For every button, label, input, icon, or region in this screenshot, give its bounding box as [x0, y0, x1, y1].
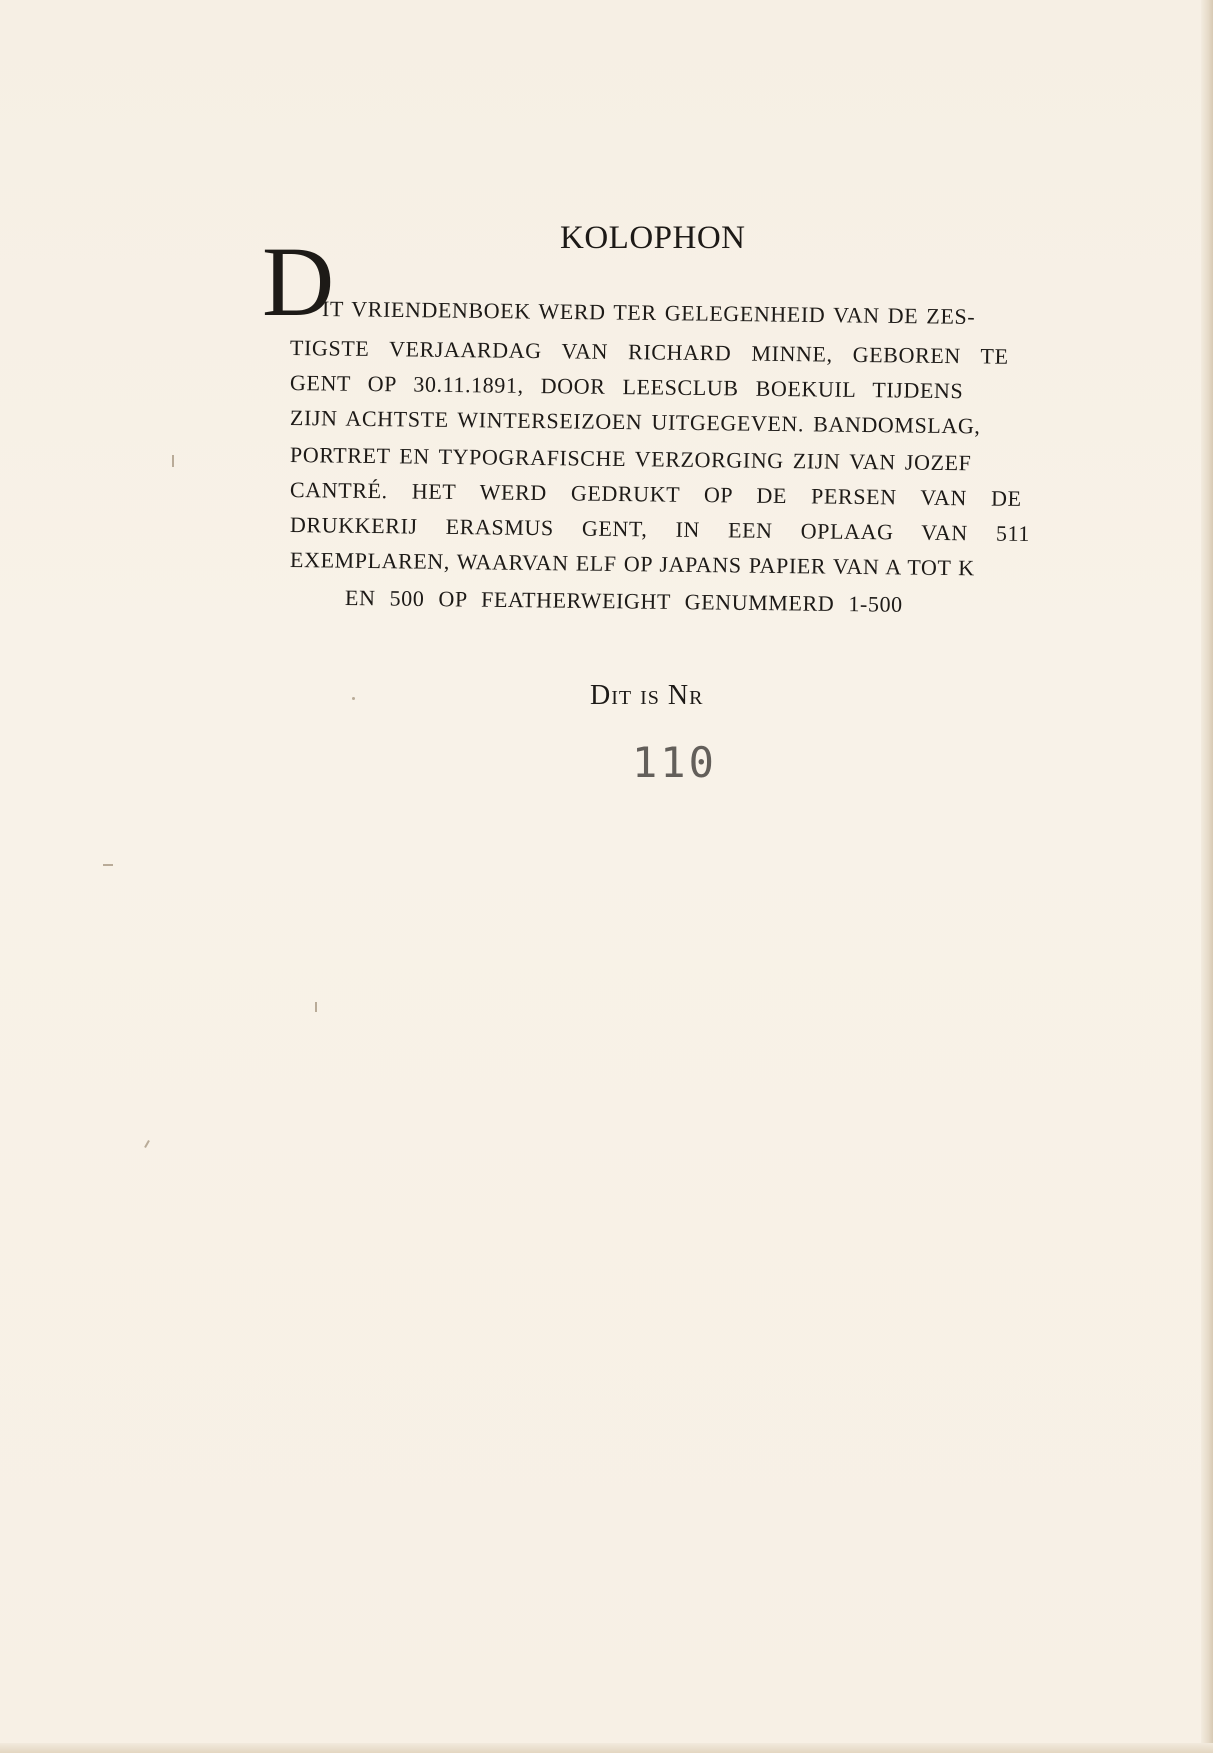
paper-speck — [144, 1140, 150, 1148]
copy-number-label: Dit is Nr — [590, 680, 704, 711]
colophon-line: EXEMPLAREN, WAARVAN ELF OP JAPANS PAPIER VAN A TOT K — [289, 547, 975, 581]
colophon-line: PORTRET EN TYPOGRAFISCHE VERZORGING ZIJN VAN JOZEF — [289, 442, 972, 476]
drop-cap: D — [262, 226, 335, 337]
paper-speck — [352, 697, 355, 700]
paper-speck — [103, 864, 113, 866]
colophon-line: IT VRIENDENBOEK WERD TER GELEGENHEID VAN DE ZES- — [321, 296, 976, 329]
page-edge-bottom — [0, 1743, 1213, 1753]
paper-speck — [172, 455, 174, 467]
colophon-line: ZIJN ACHTSTE WINTERSEIZOEN UITGEGEVEN. BANDOMSLAG, — [289, 405, 981, 439]
colophon-title: KOLOPHON — [560, 220, 746, 256]
colophon-line: DRUKKERIJ ERASMUS GENT, IN EEN OPLAAG VAN 511 — [289, 512, 1031, 547]
page-edge-right — [1201, 0, 1213, 1753]
colophon-line: CANTRÉ. HET WERD GEDRUKT OP DE PERSEN VAN DE — [289, 477, 1022, 511]
copy-number-stamp: 110 — [632, 738, 717, 787]
colophon-line: GENT OP 30.11.1891, DOOR LEESCLUB BOEKUIL TIJDENS — [289, 370, 964, 404]
paper-speck — [315, 1002, 317, 1012]
colophon-line: EN 500 OP FEATHERWEIGHT GENUMMERD 1-500 — [344, 585, 903, 617]
colophon-line: TIGSTE VERJAARDAG VAN RICHARD MINNE, GEBOREN TE — [289, 335, 1009, 369]
